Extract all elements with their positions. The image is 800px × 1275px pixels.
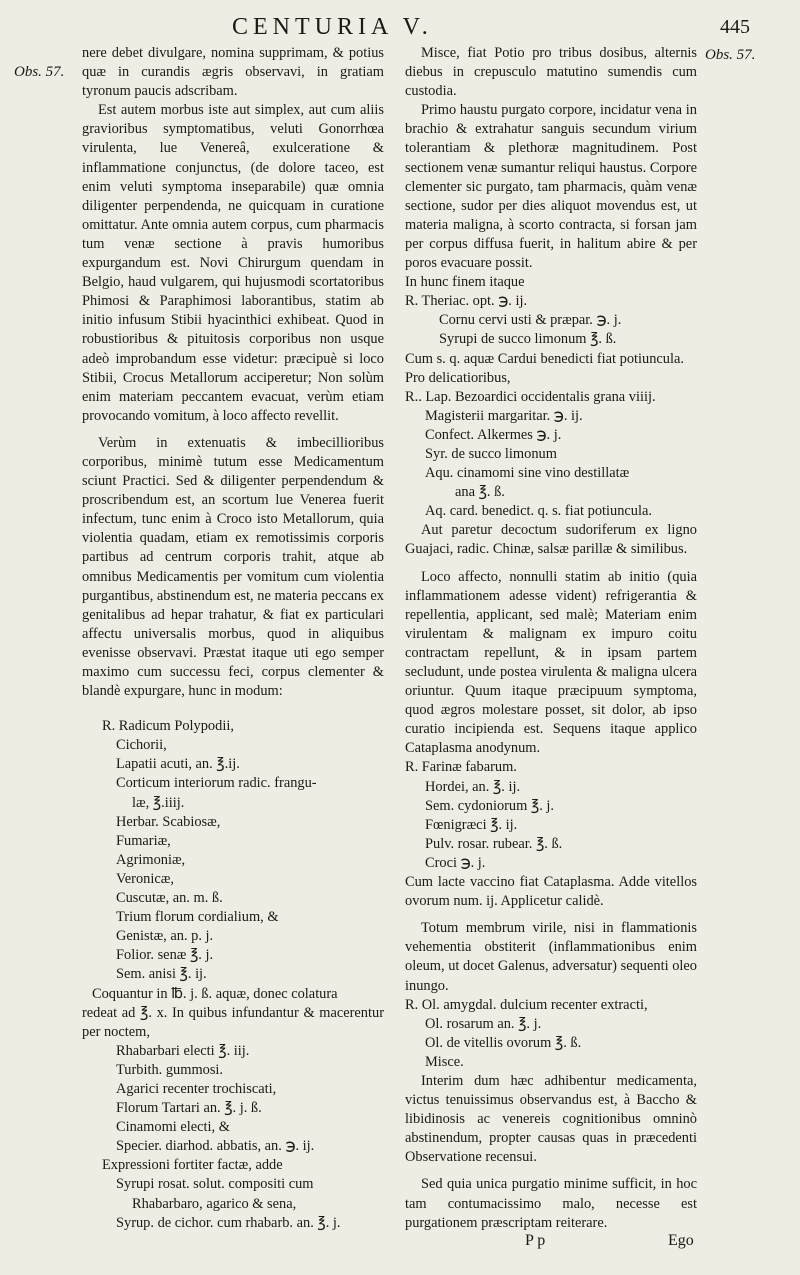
recipe-line: Magisterii margaritar. ℈. ij. (425, 407, 583, 424)
paragraph: nere debet divulgare, nomina supprimam, & potius quæ in curandis ægris observavi, in gratiam tyronum paucis adscribam. (82, 45, 384, 100)
paragraph: Cum lacte vaccino fiat Cataplasma. Adde vitellos ovorum num. ij. Applicetur calidè. (405, 874, 697, 910)
recipe-line: R. Radicum Polypodii, (102, 718, 234, 735)
recipe-line: Trium florum cordialium, & (116, 909, 279, 926)
recipe-list (405, 996, 697, 1072)
recipe-line: ana ℥. ß. (455, 484, 505, 501)
left-column (82, 44, 384, 1233)
recipe-line: Cinamomi electi, & (116, 1119, 230, 1136)
recipe-line: Folior. senæ ℥. j. (116, 947, 214, 964)
recipe-list (82, 717, 384, 1233)
recipe-line: R.. Lap. Bezoardici occidentalis grana viiij. (405, 388, 656, 405)
paragraph: Interim dum hæc adhibentur medicamenta, victus tenuissimus observandus est, à Baccho & libidinosis ac venereis cognitionibus omninò abstinendum, propter causas quas in præcedenti Observatione recensui. (405, 1072, 697, 1166)
signature-mark: P p (525, 1232, 546, 1249)
recipe-line: R. Ol. amygdal. dulcium recenter extracti, (405, 996, 648, 1013)
recipe-line: Coquantur in ℔. j. ß. aquæ, donec colatura (92, 985, 338, 1002)
margin-note-right: Obs. 57. (705, 47, 756, 63)
recipe-line: Agrimoniæ, (116, 851, 186, 868)
recipe-line: Sem. cydoniorum ℥. j. (425, 797, 555, 814)
recipe-line: Misce. (425, 1053, 464, 1070)
recipe-line: Expressioni fortiter factæ, adde (102, 1157, 283, 1174)
recipe-line: Hordei, an. ℥. ij. (425, 778, 521, 795)
recipe-line: Turbith. gummosi. (116, 1061, 224, 1078)
paragraph: Est autem morbus iste aut simplex, aut cum aliis gravioribus symptomatibus, veluti Gonorrhœa virulenta, lue Venereâ, exulceratione & inflammatione conjunctus, (de dolore taceo, est enim veluti symptoma inseparabile) quæ omnia diligenter perpendenda, ne quicquam in curatione omittatur. Ante omnia autem corpus, cum pharmacis tum venæ sectione à pravis humoribus expurgandum est. Novi Chirurgum quendam in Belgio, haud vulgarem, qui hujusmodi scortatoribus Phimosi & Paraphimosi laborantibus, statim ab initio infusum Stibii hyacinthici exhibeat. Quod in robustioribus & pituitosis corporibus non usque adeò improbandum esse videtur: præcipuè si loco Stibii, Crocus Metallorum acciperetur; Non solùm enim materiam peccantem evacuat, verùm etiam provocando vomitum, à loco affecto revellit. (82, 102, 384, 424)
recipe-line: Cum s. q. aquæ Cardui benedicti fiat potiuncula. (405, 350, 684, 367)
recipe-list (405, 292, 697, 521)
paragraph: Totum membrum virile, nisi in flammationis vehementia obstiterit (inflammationibus enim oleum, ut docet Galenus, adversatur) sequenti oleo inungo. (405, 920, 697, 994)
recipe-line: Syrup. de cichor. cum rhabarb. an. ℥. j. (116, 1214, 341, 1231)
recipe-line: Lapatii acuti, an. ℥.ij. (116, 756, 240, 773)
recipe-line: Specier. diarhod. abbatis, an. ℈. ij. (116, 1138, 315, 1155)
recipe-line: R. Farinæ fabarum. (405, 759, 517, 776)
recipe-line: Cichorii, (116, 737, 167, 754)
recipe-line: Pulv. rosar. rubear. ℥. ß. (425, 835, 563, 852)
recipe-line: Genistæ, an. p. j. (116, 928, 214, 945)
recipe-line: Cuscutæ, an. m. ß. (116, 890, 223, 907)
recipe-line: Syr. de succo limonum (425, 445, 557, 462)
recipe-line: Rhabarbari electi ℥. iij. (116, 1042, 250, 1059)
recipe-line: Confect. Alkermes ℈. j. (425, 426, 562, 443)
recipe-line: Aqu. cinamomi sine vino destillatæ (425, 465, 630, 482)
recipe-line: Cornu cervi usti & præpar. ℈. j. (439, 312, 622, 329)
paragraph: Sed quia unica purgatio minime sufficit, in hoc tam contumacissimo malo, necesse est purgationem præscriptam reiterare. (405, 1176, 697, 1231)
recipe-line: Florum Tartari an. ℥. j. ß. (116, 1100, 262, 1117)
recipe-line: Syrupi rosat. solut. compositi cum (116, 1176, 314, 1193)
recipe-line: Fumariæ, (116, 832, 171, 849)
right-column (405, 44, 697, 1233)
recipe-line: Fœnigræci ℥. ij. (425, 816, 518, 833)
paragraph: Verùm in extenuatis & imbecillioribus corporibus, minimè tutum esse Medicamentum sciunt Practici. Sed & diligenter perpendendum & proscribendum est, an scortum lue Venerea fuerit infectum, tunc enim à Croco isto Metallorum, quia violentia quadam, etiam ex remotissimis corporis partibus ad centrum corporis trahit, atque ab omnibus Medicamentis per vomitum cum violentia purgantibus, abstinendum est, ne materia peccans ex genitalibus ad hepar trahatur, & fiat ex particulari affectu universalis morbus, quod in aliquibus evenisse observavi. Præstat itaque uti ego semper maximo cum successu feci, corpus clementer & blandè expurgare, hunc in modum: (82, 434, 384, 700)
margin-note-left: Obs. 57. (14, 64, 65, 80)
recipe-line: Croci ℈. j. (425, 854, 486, 871)
catchword: Ego (668, 1232, 694, 1249)
recipe-line: Agarici recenter trochiscati, (116, 1080, 277, 1097)
paragraph: Aut paretur decoctum sudoriferum ex ligno Guajaci, radic. Chinæ, salsæ parillæ & similibus. (405, 522, 697, 558)
recipe-line: R. Theriac. opt. ℈. ij. (405, 293, 528, 310)
recipe-line: læ, ℥.iiij. (132, 794, 185, 811)
page-header (0, 14, 800, 44)
recipe-line: Sem. anisi ℥. ij. (116, 966, 207, 983)
page-number: 445 (720, 16, 750, 38)
paragraph: Primo haustu purgato corpore, incidatur vena in brachio & extrahatur sanguis secundum virium tolerantiam & plethoræ magnitudinem. Post sectionem venæ sumantur reliqui haustus. Corpore clementer sic purgato, tam pharmacis, quàm venæ sectione, sudor per dies aliquot movendus est, ut materia maligna, à scorto contracta, si forsan jam per corpus diffusa fuerit, in halitum abire & per poros evacuare possit. (405, 102, 697, 272)
paragraph: Loco affecto, nonnulli statim ab initio (quia inflammationem adesse vident) refrigerantia & repellentia, applicant, sed malè; Materiam enim virulentam & malignam ex impuro coitu contractam repellunt, & in ipsam partem secludunt, unde postea virulenta & maligna ulcera oriuntur. Quum itaque præcipuum symptoma, quod ægros molestare posset, sit dolor, ab ipso curatio incipienda est. Sequens itaque applico Cataplasma anodynum. (405, 568, 697, 757)
paragraph: Misce, fiat Potio pro tribus dosibus, alternis diebus in crepusculo matutino sumendis cum custodia. (405, 45, 697, 100)
recipe-line: Veronicæ, (116, 870, 174, 887)
recipe-line: Herbar. Scabiosæ, (116, 813, 221, 830)
recipe-line: Ol. de vitellis ovorum ℥. ß. (425, 1034, 582, 1051)
recipe-line: Aq. card. benedict. q. s. fiat potiuncula. (425, 503, 652, 520)
recipe-line: Ol. rosarum an. ℥. j. (425, 1015, 542, 1032)
recipe-line: Corticum interiorum radic. frangu- (116, 775, 317, 792)
recipe-line: Syrupi de succo limonum ℥. ß. (439, 331, 617, 348)
recipe-line: redeat ad ℥. x. In quibus infundantur & macerentur per noctem, (82, 1004, 384, 1040)
recipe-intro: In hunc finem itaque (405, 274, 525, 291)
running-title: CENTURIA V. (232, 14, 433, 40)
recipe-line: Pro delicatioribus, (405, 369, 511, 386)
recipe-list (405, 758, 697, 873)
recipe-line: Rhabarbaro, agarico & sena, (132, 1195, 297, 1212)
